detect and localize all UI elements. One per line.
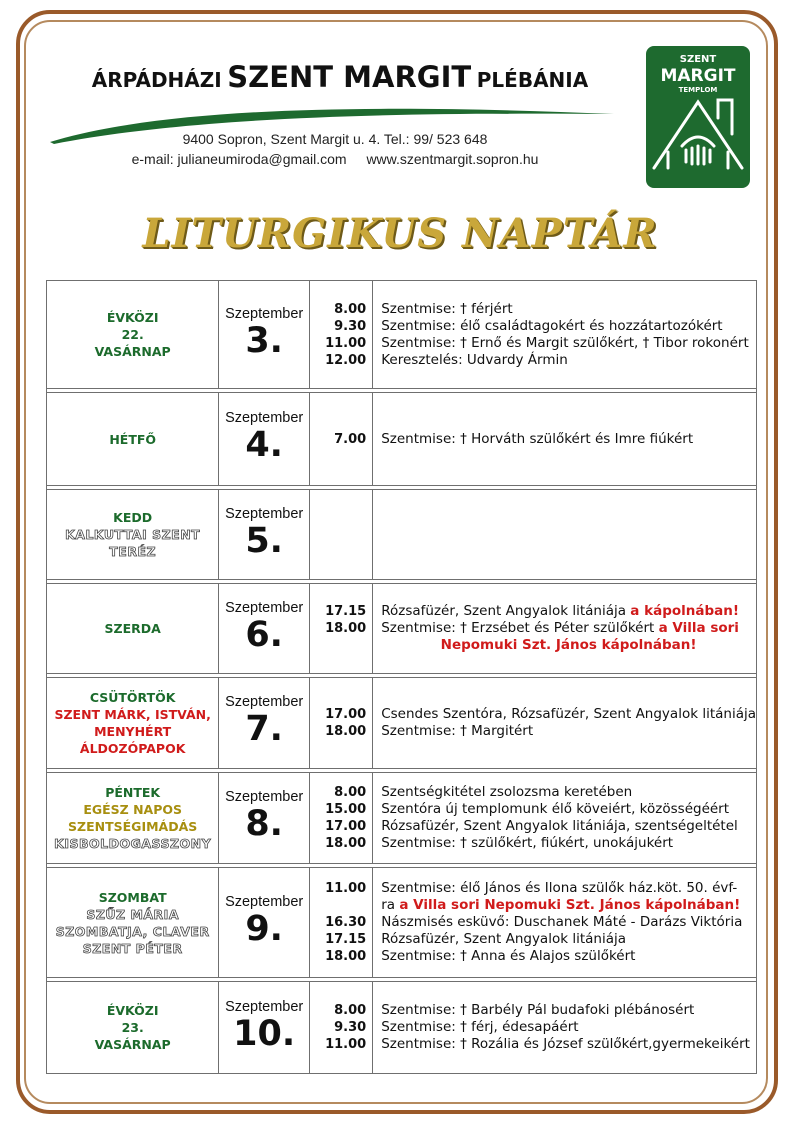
date-cell bbox=[219, 868, 310, 978]
event-text: ra bbox=[381, 897, 400, 913]
events-cell bbox=[373, 678, 757, 769]
event-line bbox=[381, 897, 756, 914]
event-text: Szentmise: † Barbély Pál budafoki plébánosért bbox=[381, 1002, 695, 1018]
time-value: 11.00 bbox=[325, 1037, 367, 1052]
time-value: 11.00 bbox=[325, 881, 367, 896]
event-text: Rózsafüzér, Szent Angyalok litániája, szentségeltétel bbox=[381, 818, 738, 834]
time-value: 18.00 bbox=[325, 621, 367, 636]
times-cell bbox=[309, 281, 372, 389]
time-value bbox=[310, 897, 366, 914]
time-value: 17.15 bbox=[325, 604, 367, 619]
event-line bbox=[381, 620, 756, 637]
day-name-cell bbox=[47, 393, 219, 486]
month-label: Szeptember bbox=[225, 305, 304, 322]
time-value bbox=[310, 637, 366, 654]
event-line bbox=[381, 335, 756, 352]
parish-title bbox=[50, 60, 630, 94]
times-cell bbox=[309, 584, 372, 674]
day-number: 5. bbox=[245, 520, 283, 561]
event-text: Rózsafüzér, Szent Angyalok litániája bbox=[381, 931, 626, 947]
day-number: 8. bbox=[245, 804, 283, 844]
events-cell bbox=[373, 393, 757, 486]
address-line: 9400 Sopron, Szent Margit u. 4. Tel.: 99/ 523 648 bbox=[182, 131, 488, 147]
event-location-highlight: a Villa sori bbox=[658, 620, 739, 636]
date-cell bbox=[219, 393, 310, 486]
event-text: Keresztelés: Udvardy Ármin bbox=[381, 351, 568, 368]
day-name-line: VASÁRNAP bbox=[94, 1037, 171, 1052]
events-cell bbox=[373, 584, 757, 674]
event-line bbox=[381, 880, 756, 897]
day-name-line: ÉVKÖZI bbox=[106, 1003, 159, 1018]
day-name-line: KEDD bbox=[113, 510, 153, 525]
day-name-line: VASÁRNAP bbox=[94, 344, 171, 359]
event-line bbox=[381, 352, 756, 369]
events-cell bbox=[373, 773, 757, 864]
times-cell bbox=[309, 868, 372, 978]
event-line bbox=[381, 1036, 756, 1053]
time-value: 8.00 bbox=[334, 1003, 367, 1018]
logo-text-2: MARGIT bbox=[660, 66, 736, 86]
event-text: Szentmise: † Anna és Alajos szülőkért bbox=[381, 948, 636, 964]
event-text: Szentmise: † szülőkért, fiúkért, unokájukért bbox=[381, 835, 674, 851]
day-number: 6. bbox=[245, 614, 283, 655]
event-line bbox=[381, 784, 756, 801]
event-text: Szentmise: † Rozália és József szülőkért,gyermekeikért bbox=[381, 1036, 750, 1052]
month-label: Szeptember bbox=[225, 789, 304, 805]
event-text: Szentmise: † Ernő és Margit szülőkért, † Tibor rokonért bbox=[381, 334, 749, 351]
time-value: 9.30 bbox=[334, 1020, 367, 1035]
event-line bbox=[381, 1002, 756, 1019]
day-row bbox=[47, 490, 757, 580]
event-line bbox=[381, 818, 756, 835]
day-number: 10. bbox=[233, 1013, 296, 1054]
date-cell bbox=[219, 773, 310, 864]
date-cell bbox=[219, 490, 310, 580]
month-label: Szeptember bbox=[225, 998, 304, 1015]
day-name-line: SZŰZ MÁRIA bbox=[86, 906, 180, 922]
day-number: 7. bbox=[245, 709, 283, 749]
calendar-table bbox=[46, 280, 757, 1074]
events-cell bbox=[373, 490, 757, 580]
church-logo bbox=[646, 46, 750, 188]
title-part-3: PLÉBÁNIA bbox=[476, 68, 589, 92]
event-line bbox=[381, 914, 756, 931]
liturgical-calendar-heading: LITURGIKUS NAPTÁR bbox=[142, 210, 658, 257]
day-name-line: SZENTSÉGIMÁDÁS bbox=[68, 819, 198, 834]
event-location-highlight: Nepomuki Szt. János kápolnában! bbox=[440, 637, 697, 653]
event-line bbox=[381, 931, 756, 948]
event-line bbox=[381, 603, 756, 620]
time-value: 18.00 bbox=[325, 836, 367, 851]
time-value: 17.00 bbox=[325, 819, 367, 834]
event-text: Szentóra új templomunk élő köveiért, közösségéért bbox=[381, 801, 730, 817]
event-text: Szentségkitétel zsolozsma keretében bbox=[381, 784, 633, 800]
date-cell bbox=[219, 584, 310, 674]
day-name-cell bbox=[47, 678, 219, 769]
day-name-line: 23. bbox=[121, 1020, 144, 1035]
day-row bbox=[47, 584, 757, 674]
email-text[interactable]: e-mail: julianeumiroda@gmail.com bbox=[131, 151, 347, 167]
event-text: Szentmise: † férj, édesapáért bbox=[381, 1019, 579, 1035]
month-label: Szeptember bbox=[225, 694, 304, 710]
day-name-line: KALKUTTAI SZENT bbox=[65, 527, 201, 542]
event-line bbox=[381, 948, 756, 965]
month-label: Szeptember bbox=[225, 505, 304, 522]
times-cell bbox=[309, 490, 372, 580]
day-name-line: SZENT MÁRK, ISTVÁN, bbox=[54, 707, 211, 722]
event-line bbox=[381, 706, 756, 723]
time-value: 7.00 bbox=[334, 431, 367, 447]
times-cell bbox=[309, 773, 372, 864]
day-name-cell bbox=[47, 490, 219, 580]
day-name-line: 22. bbox=[121, 327, 144, 342]
time-value: 12.00 bbox=[325, 352, 367, 368]
event-text: Rózsafüzér, Szent Angyalok litániája bbox=[381, 603, 631, 619]
event-line bbox=[381, 723, 756, 740]
time-value: 18.00 bbox=[325, 724, 367, 739]
date-cell bbox=[219, 678, 310, 769]
month-label: Szeptember bbox=[225, 893, 304, 910]
website-link[interactable]: www.szentmargit.sopron.hu bbox=[366, 151, 539, 167]
day-name-cell bbox=[47, 773, 219, 864]
day-name-line: CSÜTÖRTÖK bbox=[89, 690, 176, 705]
event-location-highlight: a kápolnában! bbox=[630, 603, 740, 619]
day-name-line: KISBOLDOGASSZONY bbox=[54, 836, 212, 851]
time-value: 16.30 bbox=[325, 915, 367, 930]
day-number: 4. bbox=[245, 425, 283, 465]
logo-text-1: SZENT bbox=[679, 54, 717, 65]
day-name-line: EGÉSZ NAPOS bbox=[83, 802, 182, 817]
times-cell bbox=[309, 678, 372, 769]
time-value: 17.15 bbox=[325, 932, 367, 947]
event-line bbox=[381, 835, 756, 852]
events-cell bbox=[373, 281, 757, 389]
day-name-line: MENYHÉRT bbox=[94, 724, 172, 739]
date-cell bbox=[219, 982, 310, 1074]
month-label: Szeptember bbox=[225, 599, 304, 616]
day-name-line: ÁLDOZÓPAPOK bbox=[79, 741, 186, 756]
event-text: Szentmise: † Horváth szülőkért és Imre fiúkért bbox=[381, 430, 694, 447]
time-value: 18.00 bbox=[325, 949, 367, 964]
event-line bbox=[381, 301, 756, 318]
day-name-cell bbox=[47, 281, 219, 389]
event-line bbox=[381, 1019, 756, 1036]
event-text: Szentmise: † Margitért bbox=[381, 723, 534, 739]
day-name-cell bbox=[47, 982, 219, 1074]
event-line bbox=[381, 637, 756, 654]
events-cell bbox=[373, 868, 757, 978]
contact-line bbox=[100, 151, 570, 167]
day-name-line: HÉTFŐ bbox=[109, 431, 157, 447]
event-text: Szentmise: élő János és Ilona szülők ház.köt. 50. évf- bbox=[381, 880, 738, 896]
day-number: 3. bbox=[245, 320, 283, 361]
date-cell bbox=[219, 281, 310, 389]
event-text: Szentmise: † férjért bbox=[381, 300, 513, 317]
event-location-highlight: a Villa sori Nepomuki Szt. János kápolnában! bbox=[399, 897, 741, 913]
title-part-1: ÁRPÁDHÁZI bbox=[91, 68, 222, 92]
logo-text-3: TEMPLOM bbox=[678, 86, 718, 94]
times-cell bbox=[309, 393, 372, 486]
title-part-2: SZENT MARGIT bbox=[227, 60, 472, 94]
times-cell bbox=[309, 982, 372, 1074]
day-name-line: TERÉZ bbox=[109, 544, 157, 559]
time-value: 8.00 bbox=[334, 301, 367, 317]
month-label: Szeptember bbox=[225, 410, 304, 426]
event-line bbox=[381, 431, 756, 448]
day-name-cell bbox=[47, 584, 219, 674]
events-cell bbox=[373, 982, 757, 1074]
time-value: 17.00 bbox=[325, 707, 367, 722]
event-text: Szentmise: élő családtagokért és hozzátartozókért bbox=[381, 317, 723, 334]
event-text: Nászmisés esküvő: Duschanek Máté - Darázs Viktória bbox=[381, 914, 743, 930]
day-row bbox=[47, 868, 757, 978]
day-row bbox=[47, 393, 757, 486]
time-value: 11.00 bbox=[325, 335, 367, 351]
day-name-line: SZERDA bbox=[104, 621, 161, 636]
day-row bbox=[47, 281, 757, 389]
day-number: 9. bbox=[245, 908, 283, 949]
day-name-line: SZOMBAT bbox=[98, 889, 167, 905]
day-name-cell bbox=[47, 868, 219, 978]
day-row bbox=[47, 678, 757, 769]
day-name-line: ÉVKÖZI bbox=[106, 310, 159, 325]
time-value: 15.00 bbox=[325, 802, 367, 817]
event-line bbox=[381, 318, 756, 335]
event-text: Szentmise: † Erzsébet és Péter szülőkért bbox=[381, 620, 659, 636]
day-row bbox=[47, 773, 757, 864]
event-text: Csendes Szentóra, Rózsafüzér, Szent Angyalok litániája bbox=[381, 706, 756, 722]
time-value: 9.30 bbox=[334, 318, 367, 334]
time-value: 8.00 bbox=[334, 785, 367, 800]
day-name-line: PÉNTEK bbox=[105, 785, 161, 800]
day-name-line: SZENT PÉTER bbox=[82, 940, 183, 956]
day-row bbox=[47, 982, 757, 1074]
event-line bbox=[381, 801, 756, 818]
day-name-line: SZOMBATJA, CLAVER bbox=[55, 923, 210, 939]
